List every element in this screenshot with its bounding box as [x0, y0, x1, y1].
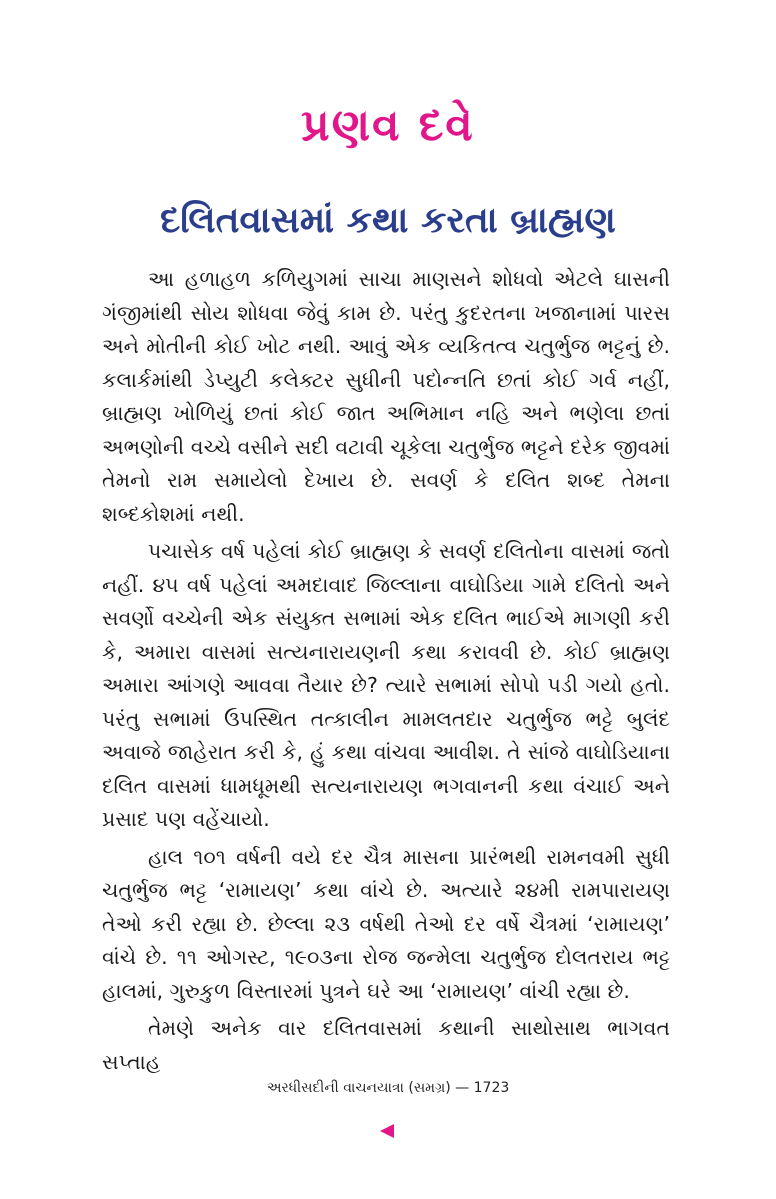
article-title: દલિતવાસમાં કથા કરતા બ્રાહ્મણ — [160, 200, 616, 241]
triangle-left-icon[interactable] — [380, 1124, 394, 1138]
paragraph: તેમણે અનેક વાર દલિતવાસમાં કથાની સાથોસાથ ભાગવત સપ્તાહ — [102, 1016, 670, 1074]
page-footer: અરધીસદીની વાચનયાત્રા (સમગ્ર) — 1723 — [266, 1080, 510, 1096]
paragraph: પચાસેક વર્ષ પહેલાં કોઈ બ્રાહ્મણ કે સવર્ણ દલિતોના વાસમાં જતો નહીં. ૪૫ વર્ષ પહેલાં અમદાવાદ જિલ્લાના વાઘોડિયા ગામે દલિતો અને સવર્ણો વચ્ચેની એક સંયુક્ત સભામાં એક દલિત ભાઈએ માગણી કરી કે, અમારા વાસમાં સત્યનારાયણની કથા કરાવવી છે. કોઈ બ્રાહ્મણ અમારા આંગણે આવવા તૈયાર છે? ત્યારે સભામાં સોપો પડી ગયો હતો. પરંતુ સભામાં ઉપસ્થિત તત્કાલીન મામલતદાર ચતુર્ભુજ ભટ્ટે બુલંદ અવાજે જાહેરાત કરી કે, હું કથા વાંચવા આવીશ. તે સાંજે વાઘોડિયાના દલિત વાસમાં ધામધૂમથી સત્યનારાયણ ભગવાનની કથા વંચાઈ અને પ્રસાદ પણ વહેંચાયો. — [102, 539, 670, 831]
author-name: પ્રણવ દવે — [301, 100, 475, 151]
paragraph: હાલ ૧૦૧ વર્ષની વયે દર ચૈત્ર માસના પ્રારંભથી રામનવમી સુધી ચતુર્ભુજ ભટ્ટ ‘રામાયણ’ કથા વાંચે છે. અત્યારે ૨૪મી રામપારાયણ તેઓ કરી રહ્યા છે. છેલ્લા ૨૩ વર્ષથી તેઓ દર વર્ષે ચૈત્રમાં ‘રામાયણ’ વાંચે છે. ૧૧ ઓગસ્ટ, ૧૯૦૩ના રોજ જન્મેલા ચતુર્ભુજ દોલતરાય ભટ્ટ હાલમાં, ગુરુકુળ વિસ્તારમાં પુત્રને ઘરે આ ‘રામાયણ’ વાંચી રહ્યા છે. — [102, 844, 670, 1003]
paragraph: આ હળાહળ કળિયુગમાં સાચા માણસને શોધવો એટલે ઘાસની ગંજીમાંથી સોય શોધવા જેવું કામ છે. પરંતુ કુદરતના ખજાનામાં પારસ અને મોતીની કોઈ ખોટ નથી. આવું એક વ્યકિતત્વ ચતુર્ભુજ ભટ્ટનું છે. કલાર્કમાંથી ડેપ્યુટી કલેક્ટર સુધીની પદોન્નતિ છતાં કોઈ ગર્વ નહીં, બ્રાહ્મણ ખોળિયું છતાં કોઈ જાત અભિમાન નહિ અને ભણેલા છતાં અભણોની વચ્ચે વસીને સદી વટાવી ચૂકેલા ચતુર્ભુજ ભટ્ટને દરેક જીવમાં તેમનો રામ સમાયેલો દેખાય છે. સવર્ણ કે દલિત શબ્દ તેમના શબ્દકોશમાં નથી. — [102, 267, 670, 526]
article-body — [102, 263, 670, 1083]
